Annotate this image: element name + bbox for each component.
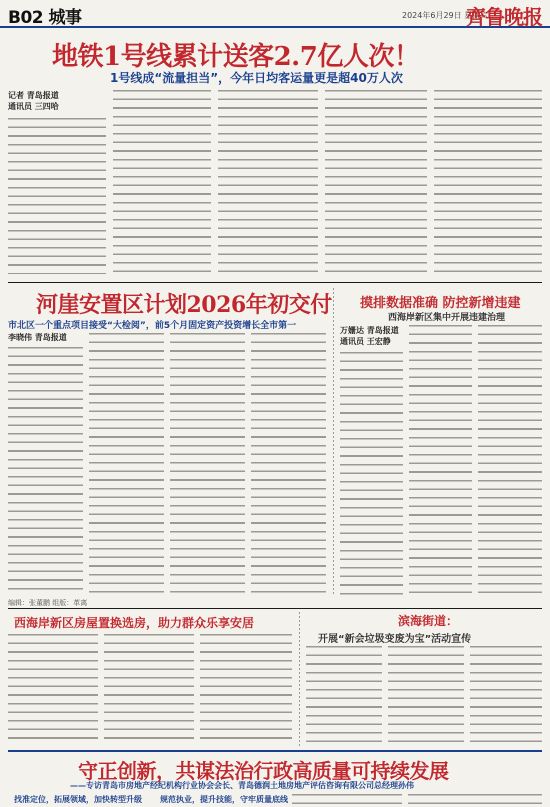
survey-subheadline: 西海岸新区集中开展违建治理 <box>388 313 506 323</box>
district-column-4 <box>251 333 326 595</box>
metro-column-2 <box>113 90 211 274</box>
metro-headline: 地铁1号线累计送客2.7亿人次！ <box>52 42 420 72</box>
metro-column-5 <box>434 90 542 274</box>
section-label: B02 城事 <box>8 8 82 28</box>
district-byline-reporter: 李晓伟 青岛报道 <box>8 333 67 342</box>
housing-column-1 <box>8 634 98 746</box>
survey-headline: 摸排数据准确 防控新增违建 <box>360 296 521 311</box>
column-separator <box>333 288 334 596</box>
binhai-kicker: 滨海街道： <box>398 614 459 628</box>
survey-column-3 <box>478 325 542 595</box>
survey-column-2 <box>409 325 472 595</box>
land-section-head-1: 找准定位，拓展领域，加快转型升级 <box>14 795 142 804</box>
survey-byline-correspondent: 通讯员 王宏静 <box>340 337 391 346</box>
divider-rule <box>8 282 542 283</box>
housing-headline: 西海岸新区房屋置换选房，助力群众乐享安居 <box>14 616 255 630</box>
issue-date: 2024年6月29日 星期六 <box>402 11 489 20</box>
metro-column-4 <box>325 90 427 274</box>
binhai-column-3 <box>470 646 542 746</box>
district-column-1 <box>8 347 83 595</box>
metro-column-3 <box>218 90 318 274</box>
page-masthead <box>0 0 550 28</box>
land-headline: 守正创新，共谋法治行政高质量可持续发展 <box>78 759 449 783</box>
divider-rule <box>8 750 542 752</box>
metro-column-1 <box>8 118 106 274</box>
district-column-2 <box>89 333 164 595</box>
housing-column-2 <box>104 634 194 746</box>
land-column-4 <box>408 794 542 806</box>
metro-byline <box>8 90 59 112</box>
metro-subheadline: 1号线成“流量担当”，今年日均客运量更是超40万人次 <box>110 71 403 85</box>
binhai-column-2 <box>388 646 464 746</box>
newspaper-logo: 齊鲁晚报 <box>466 5 542 29</box>
land-section-head-2: 规范执业，提升技能，守牢质量底线 <box>160 795 288 804</box>
district-subheadline: 市北区一个重点项目接受“大检阅”，前5个月固定资产投资增长全市第一 <box>8 321 297 331</box>
metro-byline-reporter: 记者 青岛报道 <box>8 91 59 100</box>
metro-byline-correspondent: 通讯员 三四哈 <box>8 102 59 111</box>
district-byline <box>8 332 67 343</box>
survey-byline-reporter: 万姗达 青岛报道 <box>340 326 399 335</box>
divider-rule <box>8 608 542 609</box>
land-subheadline: ——专访青岛市房地产经纪机构行业协会会长、青岛德润土地房地产评估咨询有限公司总经理孙伟 <box>70 781 414 790</box>
survey-byline <box>340 325 399 347</box>
column-separator <box>299 612 300 748</box>
land-column-3 <box>292 794 402 806</box>
housing-column-3 <box>200 634 292 746</box>
binhai-column-1 <box>306 646 382 746</box>
district-headline: 河崖安置区计划2026年初交付 <box>36 292 332 318</box>
district-column-3 <box>170 333 245 595</box>
survey-column-1 <box>340 352 403 595</box>
editor-credit: 编辑：张董鹏 组版：革离 <box>8 599 88 607</box>
binhai-headline: 开展“新会垃圾变废为宝”活动宣传 <box>318 634 472 645</box>
